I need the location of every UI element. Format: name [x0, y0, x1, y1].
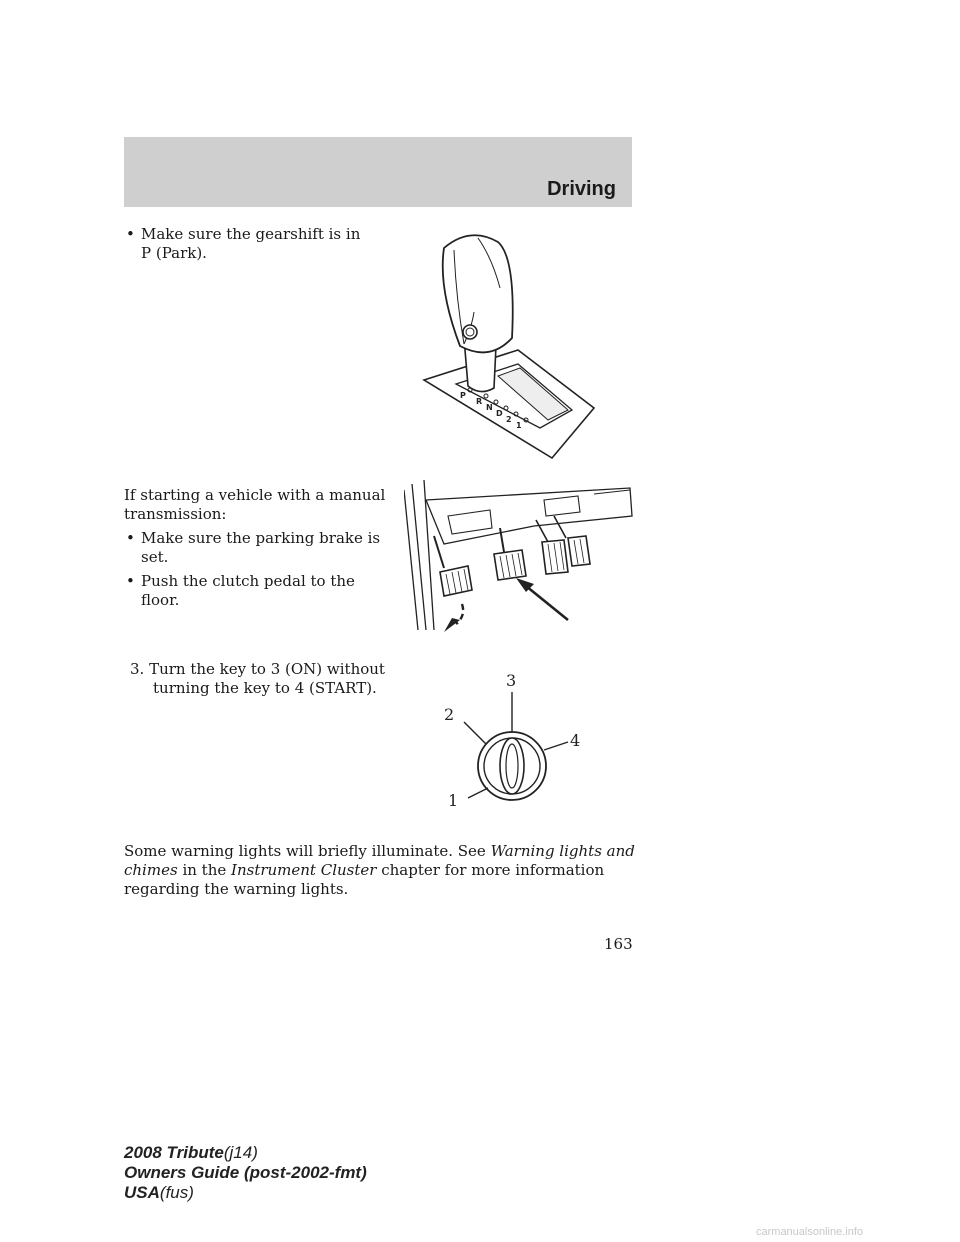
step-3-line-2: turning the key to 4 (START).: [153, 679, 377, 697]
note-ref-chimes: chimes: [124, 861, 178, 879]
bullet-1-line-1: Make sure the gearshift is in: [141, 225, 361, 243]
gear-letter-r: R: [476, 397, 483, 406]
bullet-3-line-2: floor.: [141, 591, 180, 609]
footer-market-code: (fus): [159, 1183, 194, 1202]
bullet-dot: •: [126, 572, 135, 590]
note-line-2: [124, 861, 604, 880]
note-line-1: [124, 842, 635, 861]
footer-line-1: [124, 1143, 367, 1163]
note-line-3: regarding the warning lights.: [124, 880, 349, 898]
gear-letter-2: 2: [506, 415, 512, 424]
page-number: 163: [604, 935, 633, 953]
note-text-1: Some warning lights will briefly illuminate. See: [124, 842, 486, 860]
step-3-line-1: 3. Turn the key to 3 (ON) without: [130, 660, 385, 678]
footer-model-code: (j14): [223, 1143, 258, 1162]
gear-letter-p: P: [460, 391, 466, 400]
note-ref-instrument-cluster: Instrument Cluster: [231, 861, 377, 879]
gear-letter-1: 1: [516, 421, 522, 430]
ignition-label-1: 1: [448, 791, 459, 810]
note-text-2: in the: [182, 861, 227, 879]
manual-intro-line-2: transmission:: [124, 505, 227, 523]
note-text-3: chapter for more information: [381, 861, 605, 879]
footer-line-3: [124, 1183, 367, 1203]
note-ref-warning-lights: Warning lights and: [490, 842, 635, 860]
gearshift-illustration: [420, 228, 600, 464]
watermark: carmanualsonline.info: [756, 1226, 864, 1238]
section-header: [124, 137, 632, 207]
footer-edition: [124, 1143, 367, 1203]
ignition-key-illustration: [430, 664, 580, 820]
ignition-label-2: 2: [444, 705, 455, 724]
ignition-label-3: 3: [506, 671, 517, 690]
bullet-2-line-2: set.: [141, 548, 169, 566]
bullet-dot: •: [126, 225, 135, 243]
section-title: Driving: [547, 178, 616, 200]
manual-intro-line-1: If starting a vehicle with a manual: [124, 486, 386, 504]
gear-letter-d: D: [496, 409, 503, 418]
bullet-3-line-1: Push the clutch pedal to the: [141, 572, 355, 590]
bullet-dot: •: [126, 529, 135, 547]
ignition-label-4: 4: [570, 731, 580, 750]
footer-model: 2008 Tribute: [124, 1143, 224, 1162]
pedals-illustration: [404, 480, 634, 635]
footer-line-2: Owners Guide (post-2002-fmt): [124, 1163, 367, 1182]
footer-market: USA: [124, 1183, 160, 1202]
gear-letter-n: N: [486, 403, 493, 412]
bullet-2-line-1: Make sure the parking brake is: [141, 529, 381, 547]
bullet-1-line-2: P (Park).: [141, 244, 207, 262]
